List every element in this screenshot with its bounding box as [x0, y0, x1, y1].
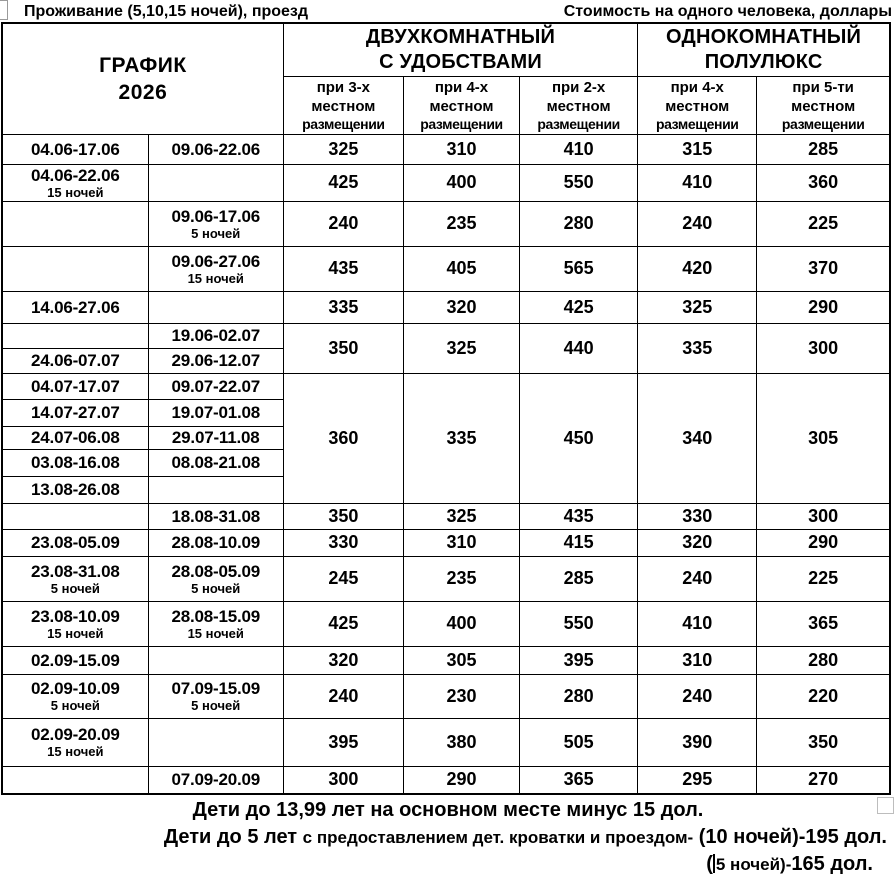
price-cell: 230	[403, 674, 519, 718]
empty-cell	[2, 766, 148, 794]
nights-label: 15 ночей	[47, 184, 104, 200]
price-cell: 235	[403, 201, 519, 246]
price-cell: 425	[283, 601, 403, 646]
price-cell: 395	[283, 718, 403, 766]
note-5-nights-price: ( 5 ночей)-165 дол.	[706, 853, 873, 875]
occupancy-header: при 2-х местном размещении	[520, 76, 638, 134]
price-cell: 290	[403, 766, 519, 794]
price-cell: 420	[638, 246, 757, 291]
empty-cell	[2, 323, 148, 348]
nights-label: 5 ночей	[191, 225, 241, 241]
price-cell: 425	[520, 291, 638, 323]
room-type-header-one-room: ОДНОКОМНАТНЫЙ ПОЛУЛЮКС	[638, 23, 890, 76]
price-cell: 365	[757, 601, 890, 646]
price-cell: 410	[638, 164, 757, 201]
price-cell: 335	[638, 323, 757, 373]
price-cell: 505	[520, 718, 638, 766]
price-cell: 410	[520, 134, 638, 164]
date-range-cell: 14.07-27.07	[2, 399, 148, 426]
price-cell: 320	[283, 646, 403, 674]
price-cell: 305	[403, 646, 519, 674]
price-cell: 415	[520, 529, 638, 556]
price-cell: 340	[638, 373, 757, 503]
date-range-cell: 08.08-21.08	[148, 449, 283, 476]
text-cursor-caret	[713, 854, 715, 873]
price-cell: 280	[520, 674, 638, 718]
occupancy-header: при 5-ти местном размещении	[757, 76, 890, 134]
price-cell: 235	[403, 556, 519, 601]
schedule-year: 2026	[118, 80, 168, 104]
nights-label: 15 ночей	[47, 744, 104, 759]
empty-cell	[148, 476, 283, 503]
price-cell: 405	[403, 246, 519, 291]
price-cell: 330	[638, 503, 757, 529]
price-cell: 550	[520, 164, 638, 201]
nights-label: 5 ночей	[50, 580, 100, 596]
price-cell: 435	[520, 503, 638, 529]
date-range-cell: 03.08-16.08	[2, 449, 148, 476]
occupancy-header: при 4-х местном размещении	[403, 76, 519, 134]
date-range-cell: 19.07-01.08	[148, 399, 283, 426]
nights-label: 5 ночей	[50, 698, 100, 713]
nights-label: 5 ночей	[191, 580, 241, 596]
note-children-under-14: Дети до 13,99 лет на основном месте минус 15 дол.	[192, 799, 704, 821]
price-cell: 550	[520, 601, 638, 646]
date-range-cell: 02.09-15.09	[2, 646, 148, 674]
corner-fragment	[0, 0, 8, 20]
nights-label: 15 ночей	[187, 270, 244, 286]
date-range-cell: 04.07-17.07	[2, 373, 148, 399]
price-cell: 325	[403, 503, 519, 529]
price-cell: 300	[757, 503, 890, 529]
price-cell: 365	[520, 766, 638, 794]
date-range-cell: 07.09-15.09 5 ночей	[148, 674, 283, 718]
price-cell: 325	[403, 323, 519, 373]
date-range-cell: 29.06-12.07	[148, 348, 283, 373]
price-cell: 220	[757, 674, 890, 718]
price-cell: 310	[403, 529, 519, 556]
date-range-cell: 09.06-27.06 15 ночей	[148, 246, 283, 291]
price-cell: 325	[283, 134, 403, 164]
nights-label: 15 ночей	[187, 625, 244, 641]
date-range-cell: 23.08-31.08 5 ночей	[2, 556, 148, 601]
date-range-cell: 04.06-22.06 15 ночей	[2, 164, 148, 201]
price-cell: 425	[283, 164, 403, 201]
price-cell: 330	[283, 529, 403, 556]
price-cell: 360	[283, 373, 403, 503]
schedule-title: ГРАФИК	[99, 53, 187, 77]
empty-cell	[2, 503, 148, 529]
price-cell: 360	[757, 164, 890, 201]
occupancy-header: при 3-х местном размещении	[283, 76, 403, 134]
price-cell: 305	[757, 373, 890, 503]
price-cell: 350	[757, 718, 890, 766]
nights-label: 15 ночей	[47, 625, 104, 641]
price-cell: 380	[403, 718, 519, 766]
empty-cell	[148, 646, 283, 674]
date-range-cell: 24.06-07.07	[2, 348, 148, 373]
price-cell: 225	[757, 201, 890, 246]
price-cell: 310	[638, 646, 757, 674]
date-range-cell: 28.08-05.09 5 ночей	[148, 556, 283, 601]
price-cell: 225	[757, 556, 890, 601]
table-resize-handle[interactable]	[877, 797, 894, 814]
date-range-cell: 14.06-27.06	[2, 291, 148, 323]
price-cell: 290	[757, 529, 890, 556]
price-cell: 400	[403, 164, 519, 201]
price-cell: 270	[757, 766, 890, 794]
schedule-title-cell	[2, 23, 283, 134]
price-cell: 280	[757, 646, 890, 674]
note-children-under-5: Дети до 5 лет с предоставлением дет. кроватки и проездом- (10 ночей)-195 дол.	[163, 826, 887, 848]
price-cell: 240	[638, 674, 757, 718]
date-range-cell: 28.08-15.09 15 ночей	[148, 601, 283, 646]
caption-price-per-person: Стоимость на одного человека, доллары	[563, 3, 892, 20]
date-range-cell: 28.08-10.09	[148, 529, 283, 556]
price-table	[1, 22, 891, 795]
price-cell: 300	[283, 766, 403, 794]
price-cell: 285	[757, 134, 890, 164]
date-range-cell: 07.09-20.09	[148, 766, 283, 794]
price-cell: 290	[757, 291, 890, 323]
price-cell: 300	[757, 323, 890, 373]
top-caption-bar	[0, 0, 896, 22]
price-cell: 390	[638, 718, 757, 766]
price-cell: 240	[283, 674, 403, 718]
date-range-cell: 19.06-02.07	[148, 323, 283, 348]
price-cell: 295	[638, 766, 757, 794]
price-cell: 410	[638, 601, 757, 646]
price-cell: 315	[638, 134, 757, 164]
price-cell: 240	[283, 201, 403, 246]
price-cell: 400	[403, 601, 519, 646]
price-cell: 335	[283, 291, 403, 323]
date-range-cell: 02.09-20.09 15 ночей	[2, 718, 148, 766]
date-range-cell: 04.06-17.06	[2, 134, 148, 164]
empty-cell	[148, 291, 283, 323]
caption-accommodation: Проживание (5,10,15 ночей), проезд	[24, 3, 309, 20]
date-range-cell: 24.07-06.08	[2, 426, 148, 449]
footer-notes	[0, 797, 896, 878]
price-cell: 350	[283, 503, 403, 529]
price-cell: 240	[638, 556, 757, 601]
price-cell: 320	[638, 529, 757, 556]
price-cell: 395	[520, 646, 638, 674]
date-range-cell: 23.08-05.09	[2, 529, 148, 556]
price-cell: 245	[283, 556, 403, 601]
price-cell: 435	[283, 246, 403, 291]
date-range-cell: 09.06-22.06	[148, 134, 283, 164]
price-cell: 565	[520, 246, 638, 291]
empty-cell	[2, 201, 148, 246]
price-cell: 285	[520, 556, 638, 601]
date-range-cell: 09.06-17.06 5 ночей	[148, 201, 283, 246]
price-cell: 370	[757, 246, 890, 291]
price-cell: 240	[638, 201, 757, 246]
date-range-cell: 02.09-10.09 5 ночей	[2, 674, 148, 718]
price-cell: 335	[403, 373, 519, 503]
room-type-header-two-room: ДВУХКОМНАТНЫЙ С УДОБСТВАМИ	[283, 23, 637, 76]
empty-cell	[2, 246, 148, 291]
price-cell: 350	[283, 323, 403, 373]
empty-cell	[148, 718, 283, 766]
nights-label: 5 ночей	[191, 698, 241, 713]
occupancy-header: при 4-х местном размещении	[638, 76, 757, 134]
price-cell: 310	[403, 134, 519, 164]
price-cell: 450	[520, 373, 638, 503]
date-range-cell: 29.07-11.08	[148, 426, 283, 449]
date-range-cell: 13.08-26.08	[2, 476, 148, 503]
date-range-cell: 23.08-10.09 15 ночей	[2, 601, 148, 646]
price-cell: 320	[403, 291, 519, 323]
price-cell: 280	[520, 201, 638, 246]
date-range-cell: 18.08-31.08	[148, 503, 283, 529]
empty-cell	[148, 164, 283, 201]
price-cell: 440	[520, 323, 638, 373]
date-range-cell: 09.07-22.07	[148, 373, 283, 399]
price-cell: 325	[638, 291, 757, 323]
